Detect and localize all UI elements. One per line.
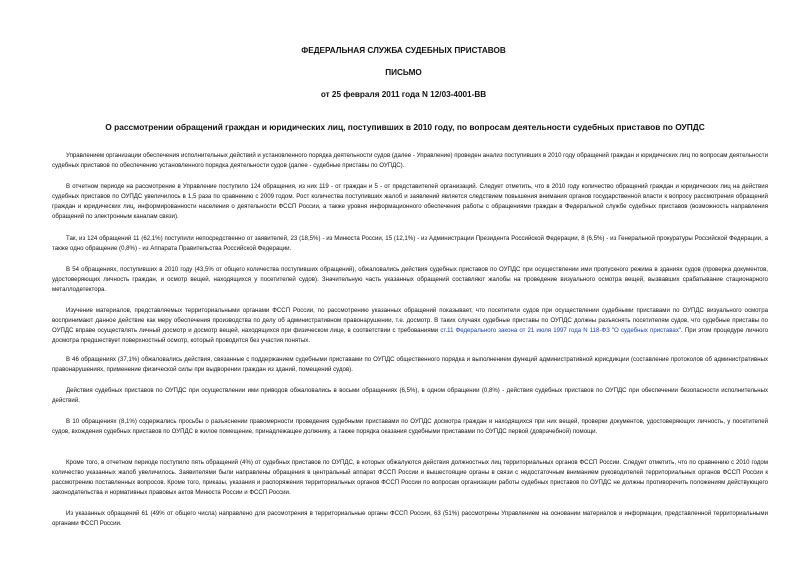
paragraph-3: Так, из 124 обращений 11 (62,1%) поступили непосредственно от заявителей, 23 (18,5%) - из Минюста России, 15 (12,1%) - из Администрации Президента Российской Федерации, 8 (6,5%) - из Генеральной прокуратуры Российской Федерации, а также одно обращение (0,8%) - из Аппарата Правительства Российской Федерации. (52, 235, 768, 253)
paragraph-6: В 46 обращениях (37,1%) обжаловались действия, связанные с поддержанием судебными приставами по ОУПДС общественного порядка и выполнением функций административной юрисдикции (составление протоколов об административных правонарушениях, применение физической силы при выдворении граждан из зданий, помещений судов). (52, 356, 768, 374)
federal-law-link[interactable]: ст.11 Федерального закона от 21 июля 1997 года N 118-ФЗ "О судебных приставах" (440, 327, 682, 335)
paragraph-4: В 54 обращениях, поступивших в 2010 году (43,5% от общего количества поступивших обращений), обжаловались действия судебных приставов по ОУПДС при осуществлении ими пропускного режима в зданиях судов (проверка документов, удостоверяющих личность граждан, и осмотр вещей, находящихся у посетителей судов). Значительную часть указанных обращений составляют жалобы на проведение визуального осмотра вещей, вызвавших срабатывание стационарного металлодетектора. (52, 266, 768, 294)
paragraph-10: Из указанных обращений 61 (49% от общего числа) направлено для рассмотрения в территориальные органы ФССП России, 63 (51%) рассмотрены Управлением на основании материалов и информации, представленной территориальными органами ФССП России. (52, 510, 768, 528)
paragraph-8: В 10 обращениях (8,1%) содержались просьбы о разъяснении правомерности проведения судебными приставами по ОУПДС досмотра граждан и находящихся при них вещей, проверки документов, удостоверяющих личность, у посетителей судов, вхождения судебных приставов по ОУПДС в жилое помещение, принадлежащее должнику, а также порядка оказания судебными приставами по ОУПДС первой (доврачебной) помощи. (52, 418, 768, 436)
document-date-number: от 25 февраля 2011 года N 12/03-4001-ВВ (320, 90, 487, 99)
paragraph-5 (52, 306, 768, 346)
paragraph-7: Действия судебных приставов по ОУПДС при осуществлении ими приводов обжаловались в восьми обращениях (6,5%), в одном обращении (0,8%) - действия судебных приставов по ОУПДС при обеспечении безопасности исполнительных действий. (52, 387, 768, 405)
paragraph-9: Кроме того, в отчетном периоде поступило пять обращений (4%) от судебных приставов по ОУПДС, в которых обжалуются действия должностных лиц территориальных органов ФССП России. Следует отметить, что по сравнению с 2010 годом количество указанных жалоб увеличилось. Заявителями были направлены обращения в центральный аппарат ФССП России и вышестоящие органы в связи с недостаточным вниманием руководителей территориальных органов ФССП России к рассмотрению поставленных вопросов. Кроме того, приказы, указания и распоряжения территориальных органов ФССП России по вопросам организации работы судебных приставов по ОУПДС не должны противоречить положениям действующего законодательства и нормативных правовых актов Минюста России и ФССП России. (52, 459, 768, 497)
agency-heading: ФЕДЕРАЛЬНАЯ СЛУЖБА СУДЕБНЫХ ПРИСТАВОВ (301, 46, 506, 55)
document-title: О рассмотрении обращений граждан и юридических лиц, поступивших в 2010 году, по вопросам деятельности судебных приставов по ОУПДС (105, 122, 705, 132)
paragraph-5-text-start: Изучение материалов, представляемых территориальными органами ФССП России, по рассмотрению указанных обращений показывает, что посетители судов при осуществлении судебными приставами по ОУПДС визуального осмотра воспринимают данное действие как меру обеспечения производства по делу об административном правонарушении, т.е. досмотр. В таких случаях судебные приставы по ОУПДС должны разъяснять посетителям судов, что судебные приставы по ОУПДС вправе осуществлять личный досмотр и досмотр вещей, находящихся при физическом лице, в соответствии с требованиями (52, 307, 768, 335)
paragraph-1: Управлением организации обеспечения исполнительных действий и установленного порядка деятельности судов (далее - Управление) проведен анализ поступивших в 2010 году обращений граждан и юридических лиц по вопросам деятельности судебных приставов по обеспечению установленного порядка деятельности судов (далее - судебные приставы по ОУПДС). (52, 152, 768, 170)
paragraph-5-text-end: . При этом процедуре личного досмотра предшествует поверхностный осмотр, который проводится без участия понятых. (52, 327, 768, 345)
document-type-heading: ПИСЬМО (385, 68, 422, 77)
paragraph-2: В отчетном периоде на рассмотрение в Управление поступило 124 обращения, из них 119 - от граждан и 5 - от представителей организаций. Следует отметить, что в 2010 году количество обращений граждан и юридических лиц на действия судебных приставов по ОУПДС увеличилось в 1,5 раза по сравнению с 2009 годом. Рост количества поступивших жалоб и заявлений является следствием повышения внимания органов государственной власти к вопросу рассмотрения обращений граждан и юридических лиц, информированности населения о деятельности ФССП России, а также уровня информационного обеспечения работы с обращениями граждан в Федеральной службе судебных приставов (возможность направления обращений по электронным каналам связи). (52, 183, 768, 221)
